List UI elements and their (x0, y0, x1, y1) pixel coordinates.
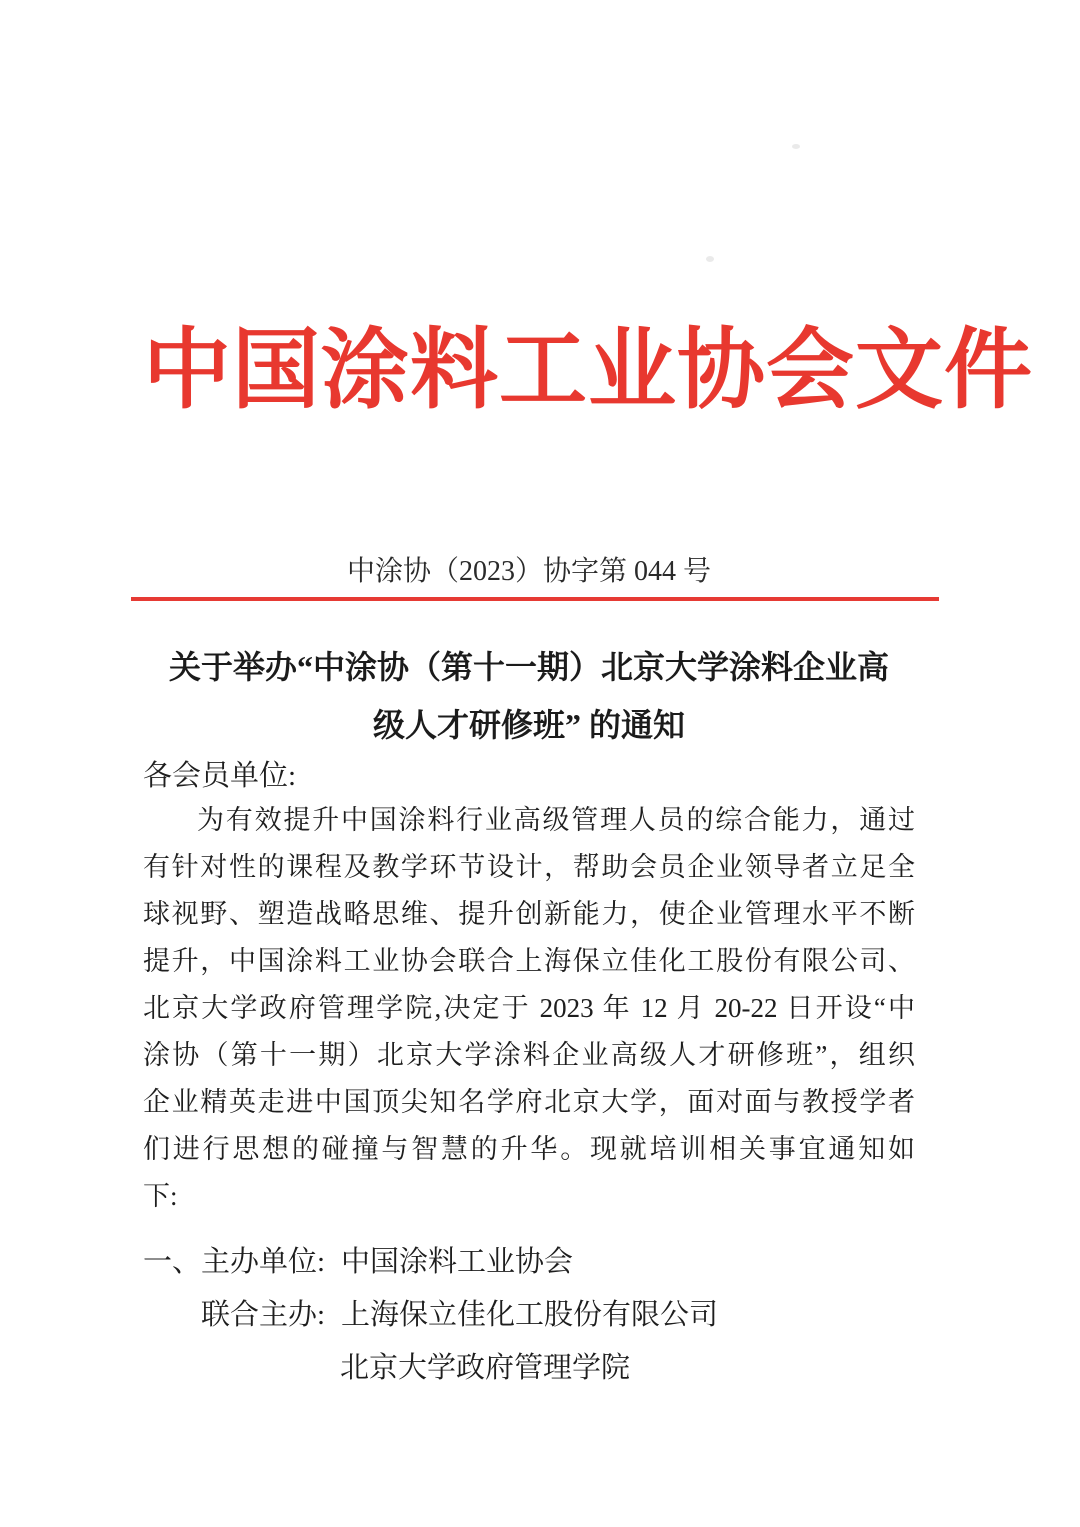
organizer-list (143, 1236, 915, 1395)
body-line: 北京大学政府管理学院,决定于 2023 年 12 月 20-22 日开设“中 (143, 993, 915, 1023)
body-paragraph (143, 797, 915, 1220)
organizer-host-label: 一、主办单位: (143, 1246, 326, 1278)
organizer-host-line (143, 1236, 915, 1289)
notice-title-line-1: 关于举办“中涂协（第十一期）北京大学涂料企业高 (168, 649, 889, 685)
notice-title-line-2: 级人才研修班” 的通知 (372, 707, 685, 743)
notice-title (143, 638, 915, 754)
red-divider (131, 597, 939, 601)
organizer-cohost-line (143, 1289, 915, 1342)
body-line: 球视野、塑造战略思维、提升创新能力，使企业管理水平不断 (143, 899, 915, 929)
document-content (143, 0, 1034, 1395)
body-line: 企业精英走进中国顶尖知名学府北京大学，面对面与教授学者 (143, 1087, 915, 1117)
organizer-host-value: 中国涂料工业协会 (341, 1246, 574, 1278)
doc-number: 中涂协（2023）协字第 044 号 (346, 556, 711, 587)
body-line: 们进行思想的碰撞与智慧的升华。现就培训相关事宜通知如 (143, 1134, 915, 1164)
organizer-cohost2-line (143, 1342, 915, 1395)
organizer-cohost-label: 联合主办: (201, 1299, 326, 1331)
body-line: 有针对性的课程及教学环节设计，帮助会员企业领导者立足全 (143, 852, 915, 882)
organizer-cohost-value: 上海保立佳化工股份有限公司 (341, 1299, 719, 1331)
body-line: 为有效提升中国涂料行业高级管理人员的综合能力，通过 (197, 805, 915, 835)
body-line: 提升，中国涂料工业协会联合上海保立佳化工股份有限公司、 (143, 946, 915, 976)
org-header-title: 中国涂料工业协会文件 (143, 323, 1034, 420)
body-line: 下: (143, 1181, 178, 1211)
organizer-cohost2-value: 北京大学政府管理学院 (340, 1352, 631, 1384)
salutation: 各会员单位: (143, 760, 297, 792)
body-line: 涂协（第十一期）北京大学涂料企业高级人才研修班”，组织 (143, 1040, 915, 1070)
